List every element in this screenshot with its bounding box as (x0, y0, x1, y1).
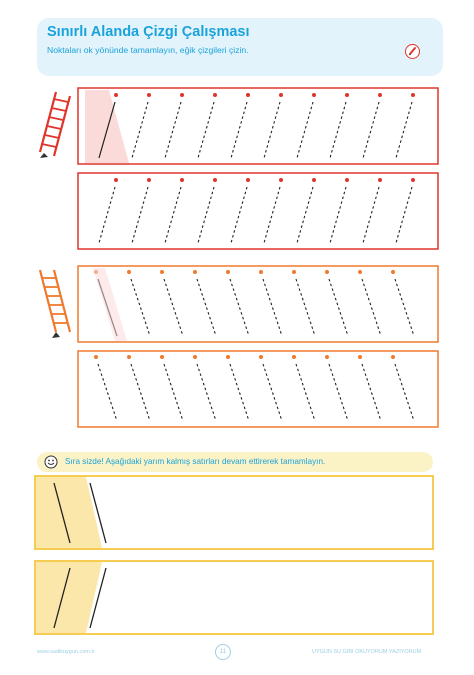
orange-ladder-icon (38, 268, 72, 340)
exercise-box-4 (77, 350, 439, 428)
page-title: Sınırlı Alanda Çizgi Çalışması (47, 24, 250, 40)
smile-icon (44, 455, 58, 469)
exercise-box-1 (77, 87, 439, 165)
red-ladder-icon (38, 90, 72, 160)
footer-series: UYGUN SU GIBI OKUYORUM YAZIYORUM (312, 649, 422, 655)
slant-lines (94, 355, 414, 421)
slant-lines (94, 270, 414, 336)
prompt-text: Sıra sizde! Aşağıdaki yarım kalmış satırları devam ettirerek tamamlayın. (65, 457, 326, 466)
footer-url[interactable]: www.sadikuygun.com.tr (37, 649, 95, 655)
prompt-bar (37, 452, 433, 472)
slant-lines (99, 93, 415, 158)
practice-box-2 (34, 560, 434, 635)
page-subtitle: Noktaları ok yönünde tamamlayın, eğik çizgileri çizin. (47, 45, 249, 55)
exercise-box-2 (77, 172, 439, 250)
slant-lines (99, 178, 415, 243)
practice-box-1 (34, 475, 434, 550)
page-number: 11 (215, 644, 231, 660)
header-panel (37, 18, 443, 76)
pencil-icon (405, 44, 420, 59)
exercise-box-3 (77, 265, 439, 343)
